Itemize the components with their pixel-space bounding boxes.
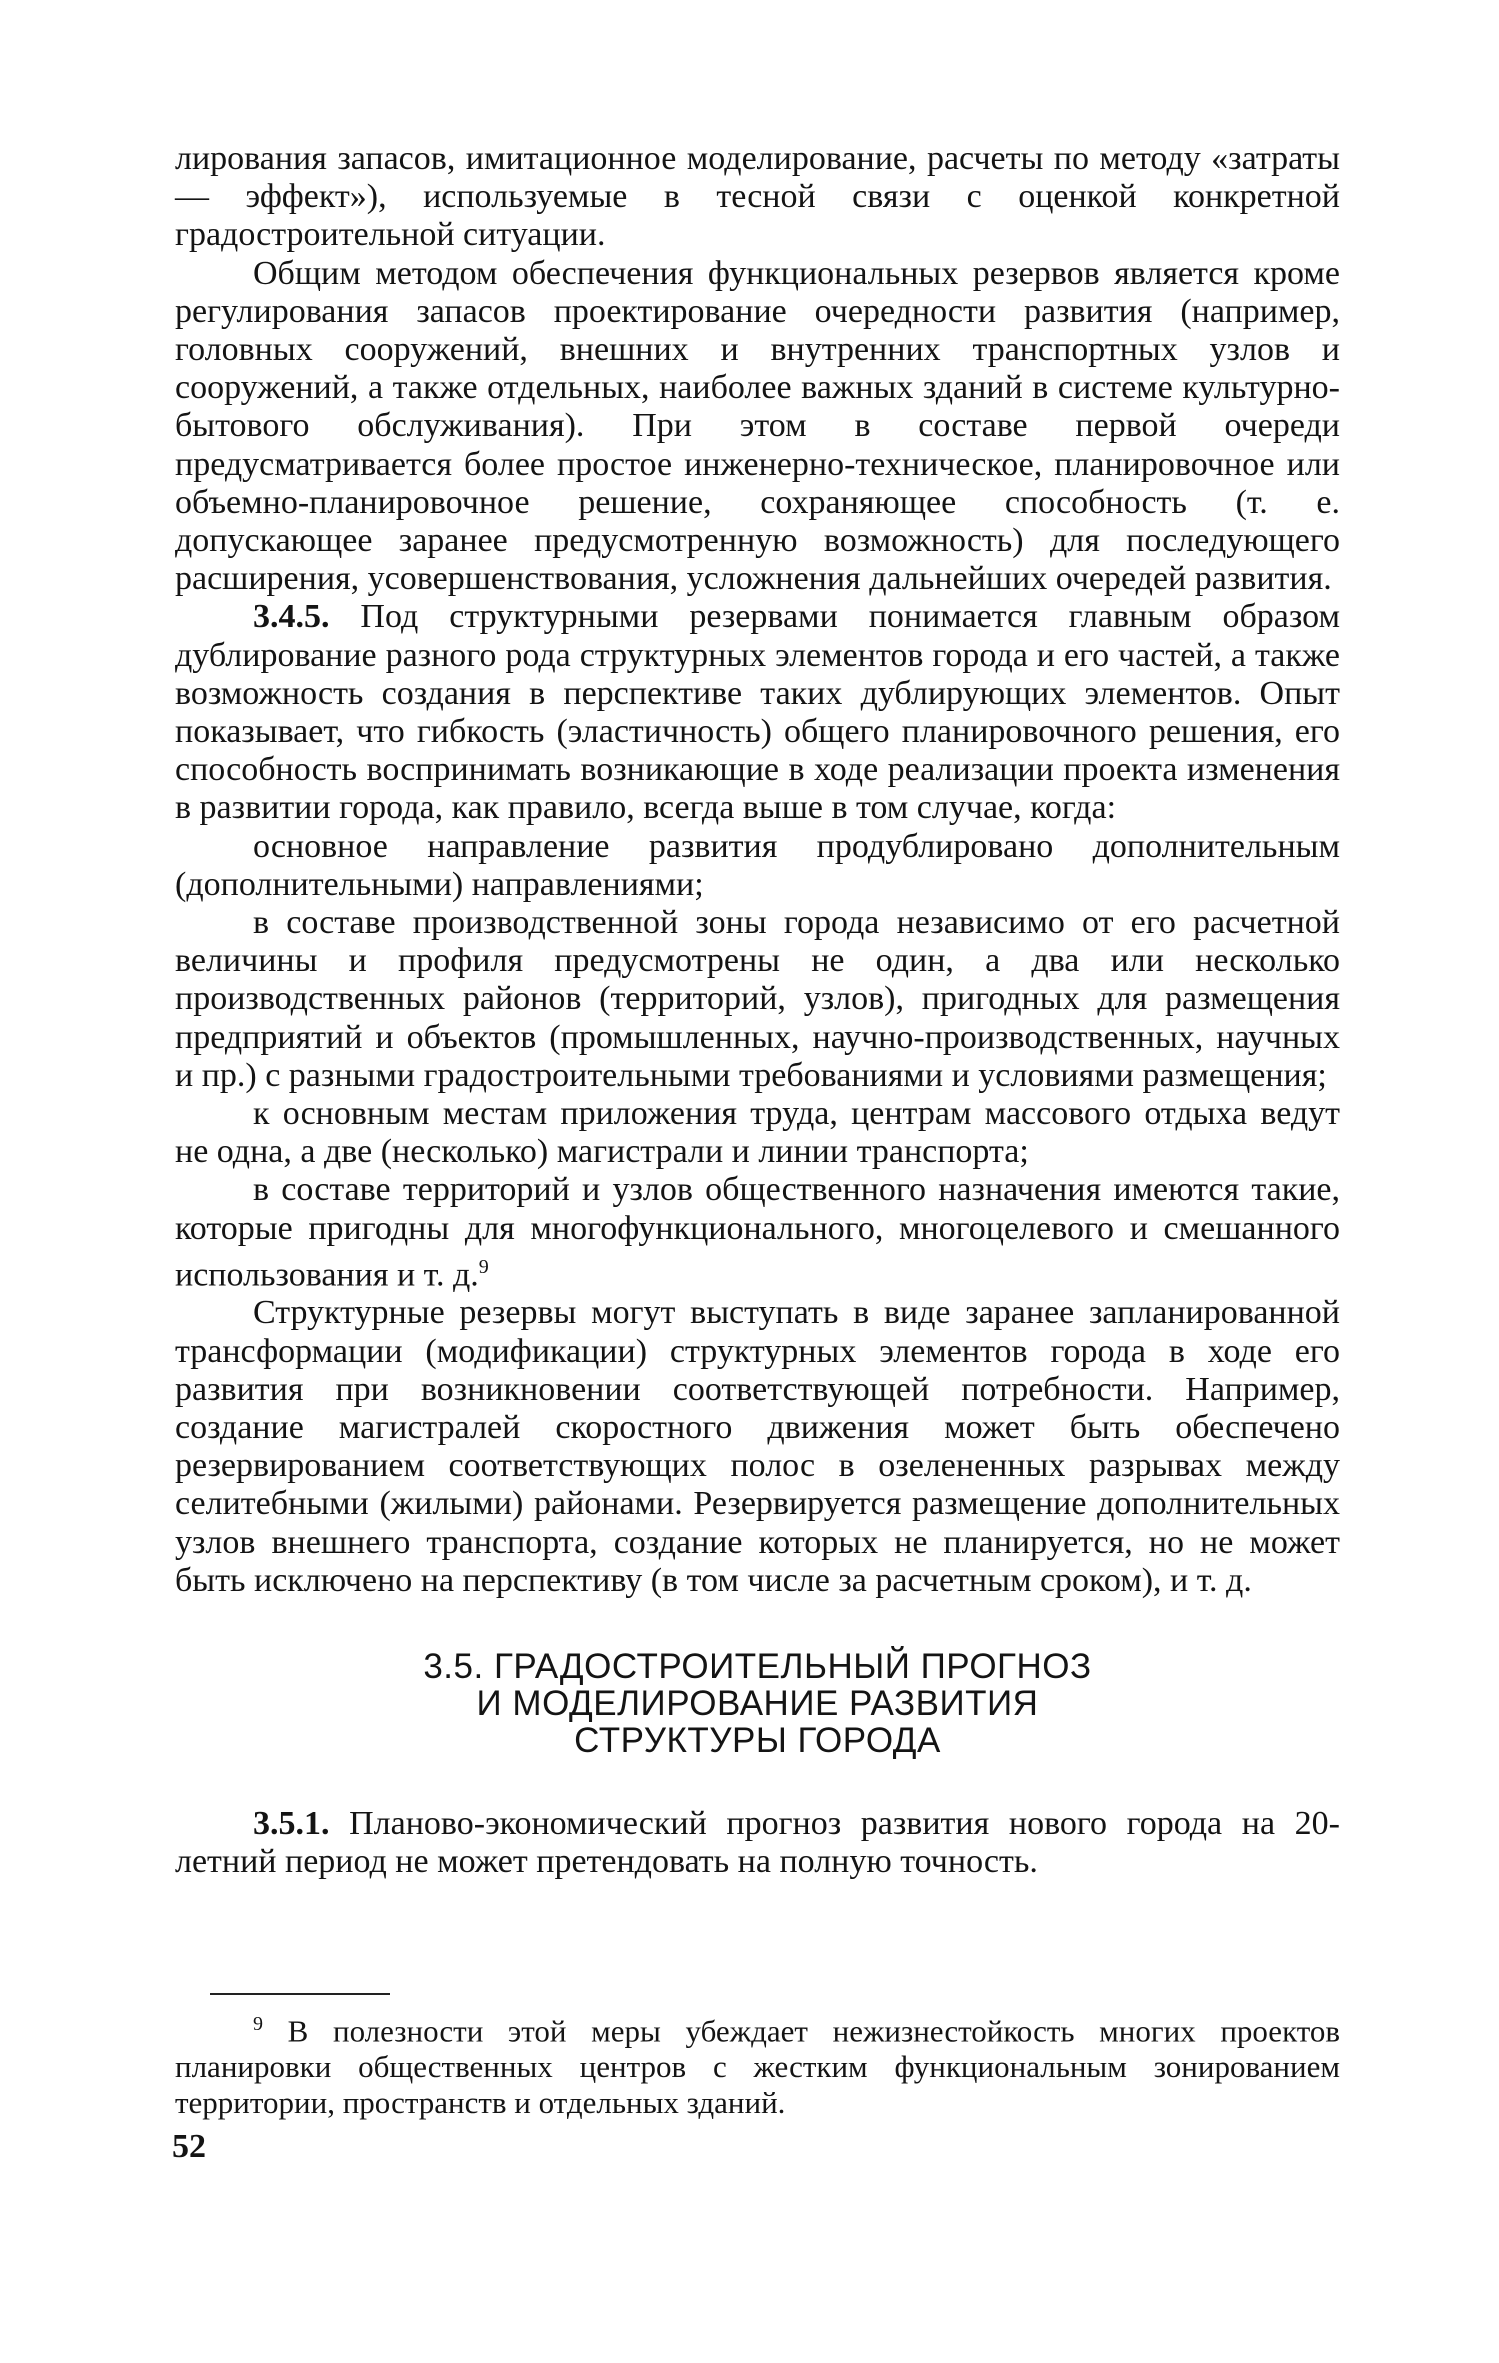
paragraph-3-5-1 [175,1805,1340,1881]
paragraph: Общим методом обеспечения функциональных резервов является кроме регулирования запасов проектирование очередности развития (например, головных сооружений, внешних и внутренних транспортных узлов и сооружений, а также отдельных, наиболее важных зданий в системе культурно-бытового обслуживания). При этом в составе первой очереди предусматривается более простое инженерно-техническое, планировочное или объемно-планировочное решение, сохраняющее способность (т. е. допускающее заранее предусмотренную возможность) для последующего расширения, усовершенствования, усложнения дальнейших очередей развития. [175,254,1340,598]
clause-text: Планово-экономический прогноз развития нового города на 20-летний период не может претендовать на полную точность. [175,1805,1340,1881]
footnote-reference: 9 [478,1255,489,1278]
list-item: к основным местам приложения труда, центрам массового отдыха ведут не одна, а две (несколько) магистрали и линии транспорта; [175,1095,1340,1171]
list-item-text: в составе территорий и узлов общественного назначения имеются такие, которые пригодны для многофункционального, многоцелевого и смешанного использования и т. д. [175,1171,1340,1294]
list-item [175,1171,1340,1294]
clause-text: Под структурными резервами понимается главным образом дублирование разного рода структурных элементов города и его частей, а также возможность создания в перспективе таких дублирующих элементов. Опыт показывает, что гибкость (эластичность) общего планировочного решения, его способность воспринимать возникающие в ходе реализации проекта изменения в развитии города, как правило, всегда выше в том случае, когда: [175,598,1340,827]
clause-number: 3.4.5. [253,598,330,636]
main-text [175,140,1340,1881]
paragraph: лирования запасов, имитационное моделирование, расчеты по методу «затраты — эффект»), используемые в тесной связи с оценкой конкретной градостроительной ситуации. [175,140,1340,254]
clause-number: 3.5.1. [253,1805,330,1843]
list-item: в составе производственной зоны города независимо от его расчетной величины и профиля предусмотрены не один, а два или несколько производственных районов (территорий, узлов), пригодных для размещения предприятий и объектов (промышленных, научно-производственных, научных и пр.) с разными градостроительными требованиями и условиями размещения; [175,904,1340,1094]
section-heading-line: 3.5. ГРАДОСТРОИТЕЛЬНЫЙ ПРОГНОЗ [423,1647,1092,1687]
section-heading [175,1648,1340,1759]
section-heading-line: И МОДЕЛИРОВАНИЕ РАЗВИТИЯ [476,1684,1039,1724]
footnote-divider [210,1993,390,1995]
paragraph-3-4-5 [175,598,1340,827]
list-item: основное направление развития продублировано дополнительным (дополнительными) направлениями; [175,827,1340,903]
page-number: 52 [172,2128,206,2165]
section-heading-line: СТРУКТУРЫ ГОРОДА [574,1721,941,1761]
footnote-paragraph [175,2006,1340,2121]
footnote-mark: 9 [253,2013,263,2035]
paragraph: Структурные резервы могут выступать в виде заранее запланированной трансформации (модификации) структурных элементов города в ходе его развития при возникновении соответствующей потребности. Например, создание магистралей скоростного движения может быть обеспечено резервированием соответствующих полос в озелененных разрывах между селитебными (жилыми) районами. Резервируется размещение дополнительных узлов внешнего транспорта, создание которых не планируется, но не может быть исключено на перспективу (в том числе за расчетным сроком), и т. д. [175,1294,1340,1599]
footnote [175,2006,1340,2121]
footnote-text: В полезности этой меры убеждает нежизнестойкость многих проектов планировки общественных центров с жестким функциональным зонированием территории, пространств и отдельных зданий. [175,2013,1340,2121]
